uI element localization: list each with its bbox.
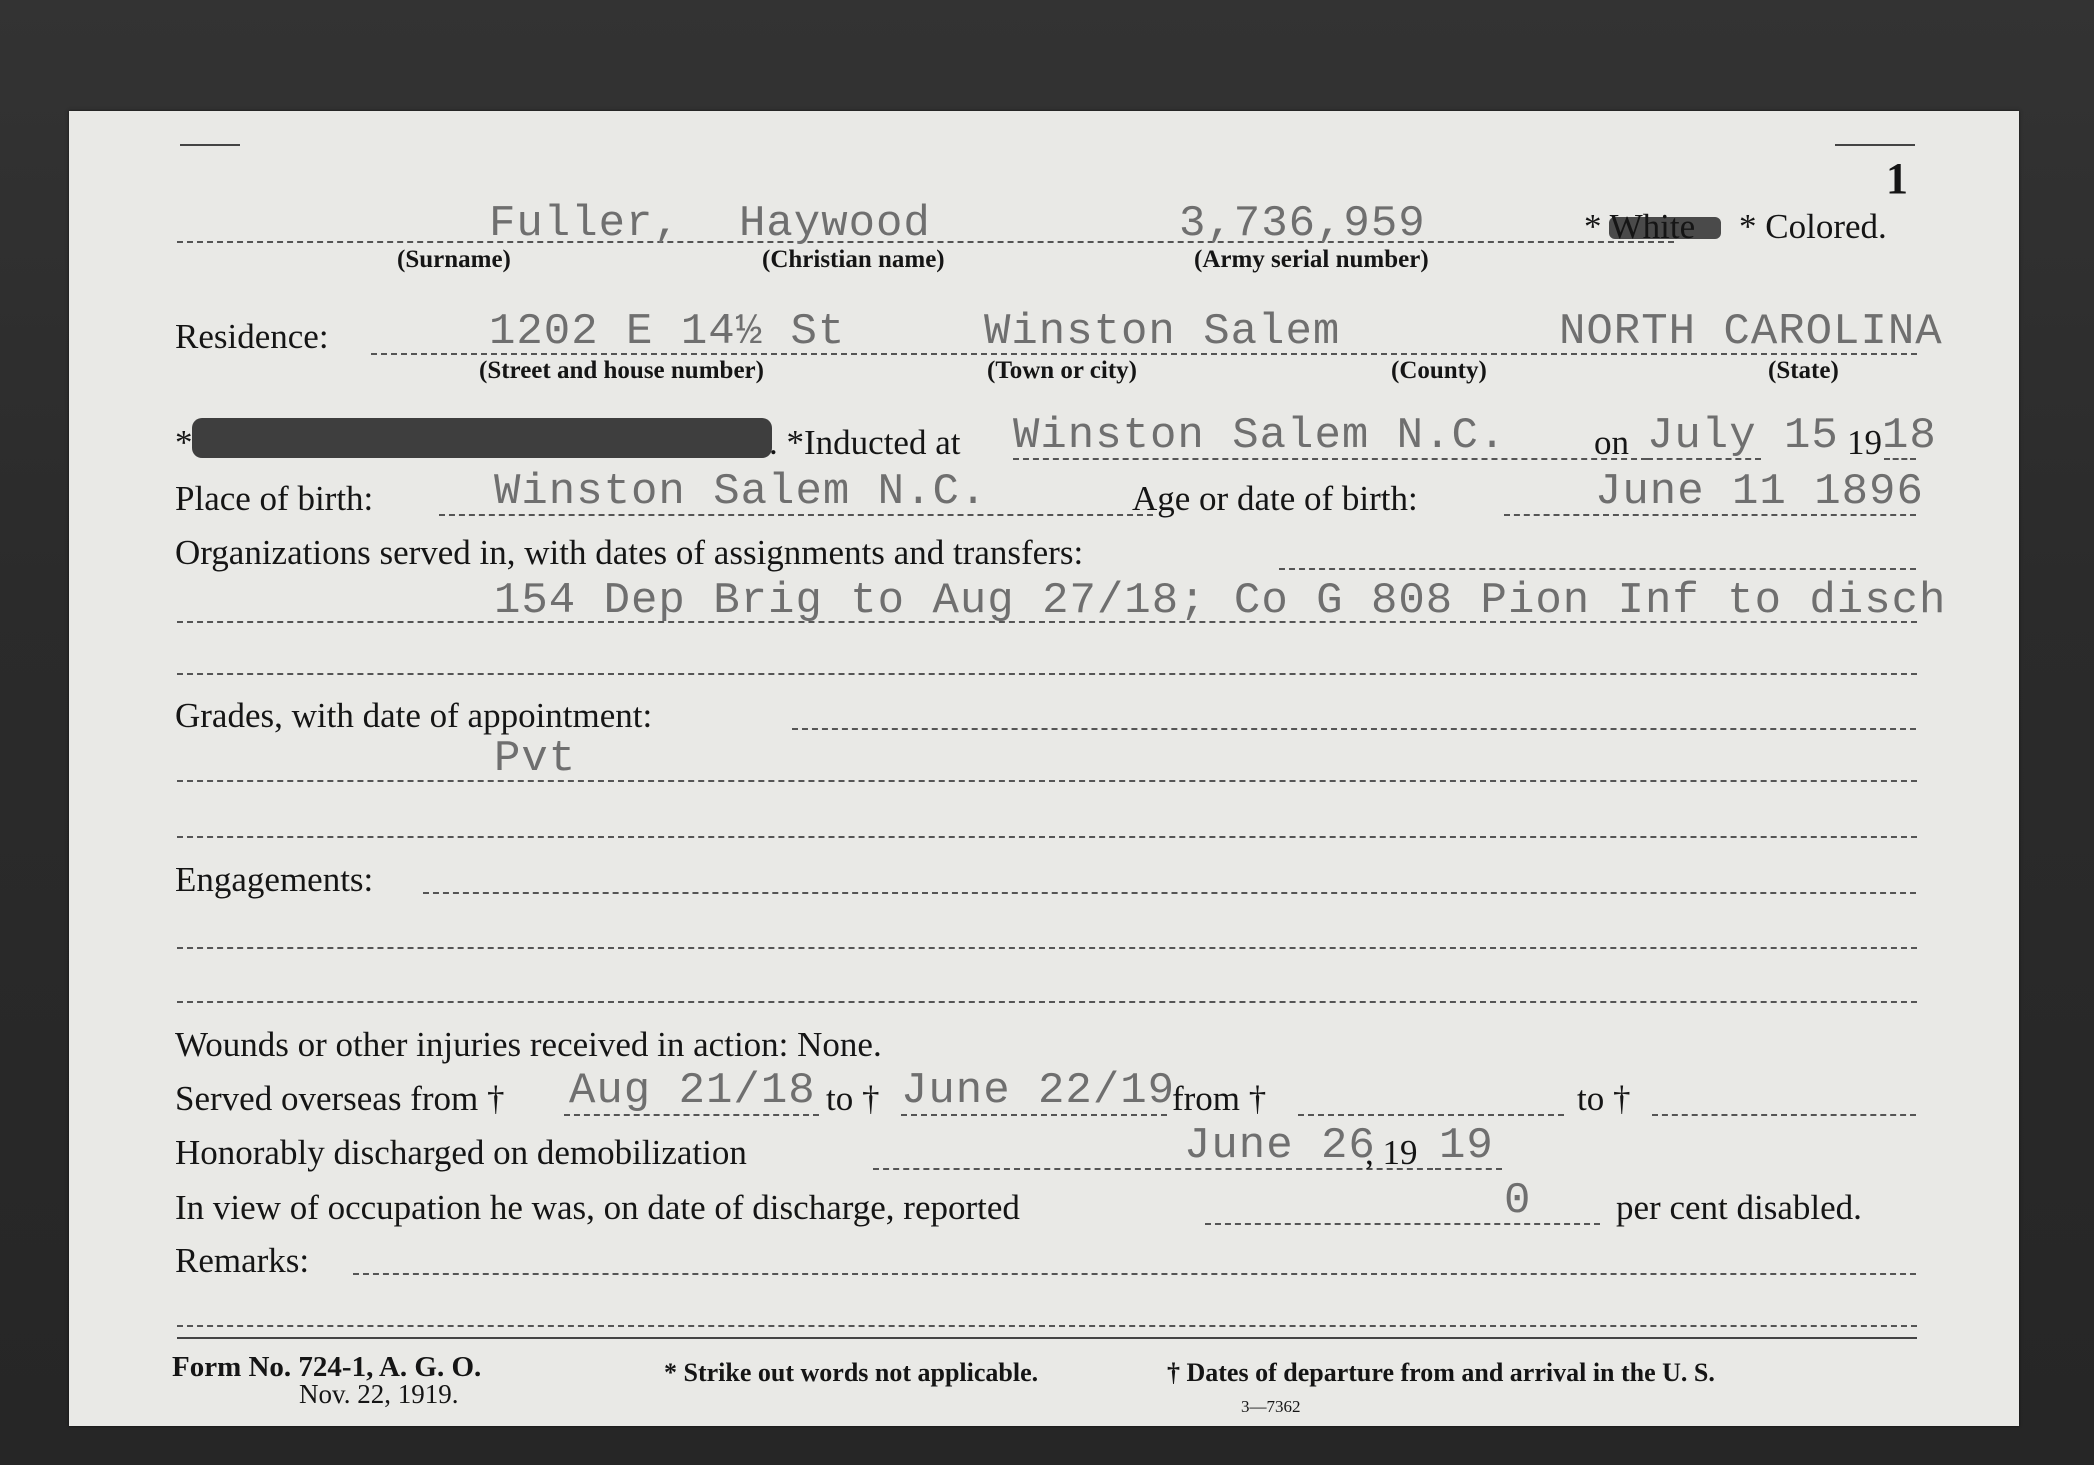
second-from-label: from † (1172, 1079, 1267, 1118)
discharged-label: Honorably discharged on demobilization (175, 1133, 747, 1172)
town-caption: (Town or city) (987, 357, 1137, 384)
overseas-from-value: Aug 21/18 (569, 1066, 816, 1116)
surname-value: Fuller, (489, 199, 681, 249)
enlisted-star: * (175, 423, 193, 462)
christian-name-value: Haywood (739, 199, 931, 249)
occupation-label: In view of occupation he was, on date of discharge, reported (175, 1188, 1020, 1227)
remarks-label: Remarks: (175, 1241, 310, 1280)
street-caption: (Street and house number) (479, 357, 764, 384)
place-of-birth-value: Winston Salem N.C. (494, 467, 988, 517)
surname-caption: (Surname) (397, 246, 511, 273)
per-cent-disabled-label: per cent disabled. (1616, 1188, 1862, 1227)
remarks-line-2 (177, 1325, 1917, 1327)
grades-label: Grades, with date of appointment: (175, 696, 653, 735)
race-white-label: * White (1584, 207, 1696, 246)
top-right-rule (1835, 144, 1915, 146)
dob-value: June 11 1896 (1595, 467, 1924, 517)
place-of-birth-label: Place of birth: (175, 479, 374, 518)
overseas-to-value: June 22/19 (901, 1066, 1176, 1116)
enlisted-redaction (192, 418, 772, 458)
service-record-card (69, 111, 2019, 1426)
serial-caption: (Army serial number) (1194, 246, 1429, 273)
organizations-line-3 (177, 673, 1917, 675)
county-caption: (County) (1391, 357, 1487, 384)
grades-line-2 (177, 780, 1917, 782)
overseas-to-label: to † (826, 1079, 880, 1118)
street-value: 1202 E 14½ St (489, 307, 846, 357)
page-number: 1 (1886, 154, 1908, 203)
second-to-label: to † (1577, 1079, 1631, 1118)
engagements-line-2 (177, 947, 1917, 949)
residence-label: Residence: (175, 317, 329, 356)
dob-label: Age or date of birth: (1132, 479, 1418, 518)
grade-value: Pvt (494, 734, 577, 784)
inducted-at-value: Winston Salem N.C. (1013, 411, 1507, 461)
engagements-line-1 (423, 892, 1916, 894)
grades-line-3 (177, 836, 1917, 838)
christian-name-caption: (Christian name) (762, 246, 945, 273)
race-colored-label: * Colored. (1739, 207, 1887, 246)
second-to-line (1652, 1114, 1916, 1116)
wounds-label: Wounds or other injuries received in action: None. (175, 1025, 882, 1064)
footer-rule (177, 1337, 1917, 1339)
served-overseas-label: Served overseas from † (175, 1079, 505, 1118)
second-from-line (1298, 1114, 1564, 1116)
town-value: Winston Salem (984, 307, 1341, 357)
serial-number-value: 3,736,959 (1179, 199, 1426, 249)
organizations-line-1 (1279, 568, 1916, 570)
strike-out-note: * Strike out words not applicable. (664, 1358, 1039, 1387)
form-number: Form No. 724-1, A. G. O. (172, 1351, 482, 1383)
grades-line-1 (792, 728, 1916, 730)
discharge-date-value: June 26 (1184, 1121, 1376, 1171)
disabled-line (1205, 1223, 1600, 1225)
inducted-date-value: July 15 (1647, 411, 1839, 461)
state-caption: (State) (1768, 357, 1839, 384)
top-left-rule (180, 144, 240, 146)
discharge-year-prefix: , 19 (1365, 1133, 1418, 1172)
inducted-year-prefix: 19 (1847, 423, 1882, 462)
state-value: NORTH CAROLINA (1559, 307, 1943, 357)
inducted-at-label: . *Inducted at (769, 423, 961, 462)
organizations-value: 154 Dep Brig to Aug 27/18; Co G 808 Pion Inf to disch (494, 576, 1947, 626)
inducted-year-value: 18 (1882, 411, 1937, 461)
discharge-year-value: 19 (1439, 1121, 1494, 1171)
form-date: Nov. 22, 1919. (299, 1379, 459, 1409)
on-label: on (1594, 423, 1629, 462)
organizations-label: Organizations served in, with dates of assignments and transfers: (175, 533, 1084, 572)
remarks-line-1 (353, 1273, 1916, 1275)
percent-disabled-value: 0 (1504, 1176, 1532, 1226)
dates-note: † Dates of departure from and arrival in the U. S. (1167, 1358, 1715, 1387)
print-code: 3—7362 (1241, 1397, 1301, 1416)
engagements-label: Engagements: (175, 860, 374, 899)
engagements-line-3 (177, 1001, 1917, 1003)
